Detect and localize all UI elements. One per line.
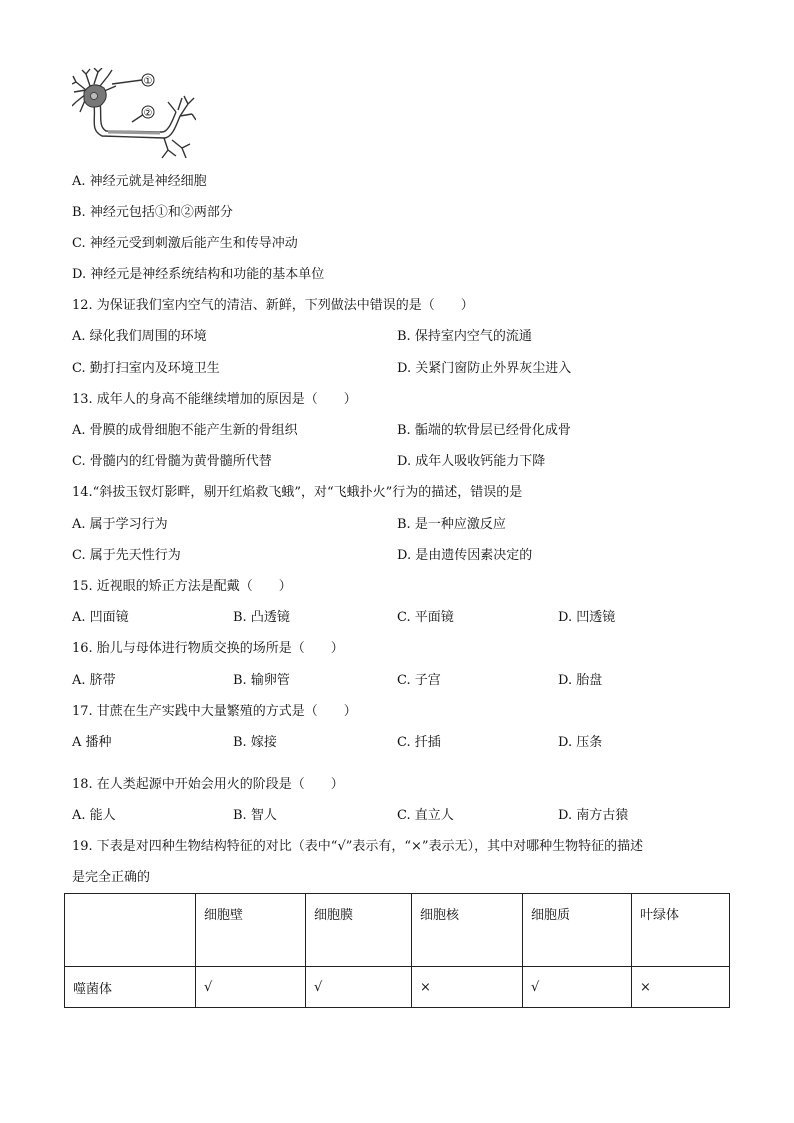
q11-option-d: D. 神经元是神经系统结构和功能的基本单位 bbox=[72, 267, 325, 282]
q15-option-d: D. 凹透镜 bbox=[558, 610, 616, 625]
q19-stem-line1: 19. 下表是对四种生物结构特征的对比（表中“√”表示有，“×”表示无），其中对哪种生物特征的描述 bbox=[72, 839, 644, 854]
q12-stem: 12. 为保证我们室内空气的清洁、新鲜，下列做法中错误的是（ ） bbox=[72, 298, 474, 313]
table-cell: √ bbox=[306, 967, 412, 1008]
header-cell: 细胞核 bbox=[412, 894, 523, 967]
table-cell: √ bbox=[196, 967, 306, 1008]
q17-option-d: D. 压条 bbox=[558, 735, 603, 750]
q14-option-d: D. 是由遗传因素决定的 bbox=[397, 548, 533, 563]
q13-option-c: C. 骨髓内的红骨髓为黄骨髓所代替 bbox=[72, 454, 272, 469]
header-cell: 细胞膜 bbox=[306, 894, 412, 967]
q16-option-c: C. 子宫 bbox=[397, 673, 441, 688]
q18-option-d: D. 南方古猿 bbox=[558, 808, 629, 823]
q18-stem: 18. 在人类起源中开始会用火的阶段是（ ） bbox=[72, 777, 344, 792]
table-cell: × bbox=[632, 967, 730, 1008]
q13-stem: 13. 成年人的身高不能继续增加的原因是（ ） bbox=[72, 392, 357, 407]
q14-option-a: A. 属于学习行为 bbox=[72, 517, 168, 532]
header-cell: 细胞质 bbox=[523, 894, 632, 967]
q13-option-b: B. 骺端的软骨层已经骨化成骨 bbox=[397, 423, 571, 438]
q14-stem: 14.“斜拔玉钗灯影畔，剔开红焰救飞蛾”，对“飞蛾扑火”行为的描述，错误的是 bbox=[72, 485, 523, 500]
q11-option-a: A. 神经元就是神经细胞 bbox=[72, 174, 207, 189]
q14-option-b: B. 是一种应激反应 bbox=[397, 517, 506, 532]
q17-option-b: B. 嫁接 bbox=[233, 735, 277, 750]
q11-option-c: C. 神经元受到刺激后能产生和传导冲动 bbox=[72, 236, 298, 251]
q16-stem: 16. 胎儿与母体进行物质交换的场所是（ ） bbox=[72, 641, 344, 656]
q15-option-a: A. 凹面镜 bbox=[72, 610, 129, 625]
table-cell: 噬菌体 bbox=[65, 967, 196, 1008]
q13-option-d: D. 成年人吸收钙能力下降 bbox=[397, 454, 546, 469]
header-cell: 叶绿体 bbox=[632, 894, 730, 967]
neuron-diagram bbox=[72, 68, 196, 160]
q19-stem-line2: 是完全正确的 bbox=[72, 870, 151, 885]
table-cell: × bbox=[412, 967, 523, 1008]
comparison-table bbox=[64, 893, 730, 1008]
q12-option-d: D. 关紧门窗防止外界灰尘进入 bbox=[397, 361, 572, 376]
q12-option-c: C. 勤打扫室内及环境卫生 bbox=[72, 361, 220, 376]
header-cell: 细胞壁 bbox=[196, 894, 306, 967]
q12-option-b: B. 保持室内空气的流通 bbox=[397, 329, 532, 344]
table-header-row bbox=[65, 894, 730, 967]
table-cell: √ bbox=[523, 967, 632, 1008]
q15-option-c: C. 平面镜 bbox=[397, 610, 454, 625]
figure-label-2: ② bbox=[143, 108, 153, 119]
q11-option-b: B. 神经元包括①和②两部分 bbox=[72, 205, 233, 220]
q15-stem: 15. 近视眼的矫正方法是配戴（ ） bbox=[72, 579, 292, 594]
figure-label-1: ① bbox=[143, 76, 153, 87]
q17-option-a: A 播种 bbox=[72, 735, 112, 750]
q12-option-a: A. 绿化我们周围的环境 bbox=[72, 329, 207, 344]
q18-option-a: A. 能人 bbox=[72, 808, 116, 823]
q17-option-c: C. 扦插 bbox=[397, 735, 441, 750]
q16-option-a: A. 脐带 bbox=[72, 673, 116, 688]
q15-option-b: B. 凸透镜 bbox=[233, 610, 290, 625]
header-cell bbox=[65, 894, 196, 967]
q14-option-c: C. 属于先天性行为 bbox=[72, 548, 181, 563]
q16-option-b: B. 输卵管 bbox=[233, 673, 290, 688]
q16-option-d: D. 胎盘 bbox=[558, 673, 603, 688]
q18-option-b: B. 智人 bbox=[233, 808, 277, 823]
table-row bbox=[65, 967, 730, 1008]
neuron-drawing bbox=[72, 68, 196, 160]
q18-option-c: C. 直立人 bbox=[397, 808, 454, 823]
q17-stem: 17. 甘蔗在生产实践中大量繁殖的方式是（ ） bbox=[72, 704, 357, 719]
q13-option-a: A. 骨膜的成骨细胞不能产生新的骨组织 bbox=[72, 423, 298, 438]
